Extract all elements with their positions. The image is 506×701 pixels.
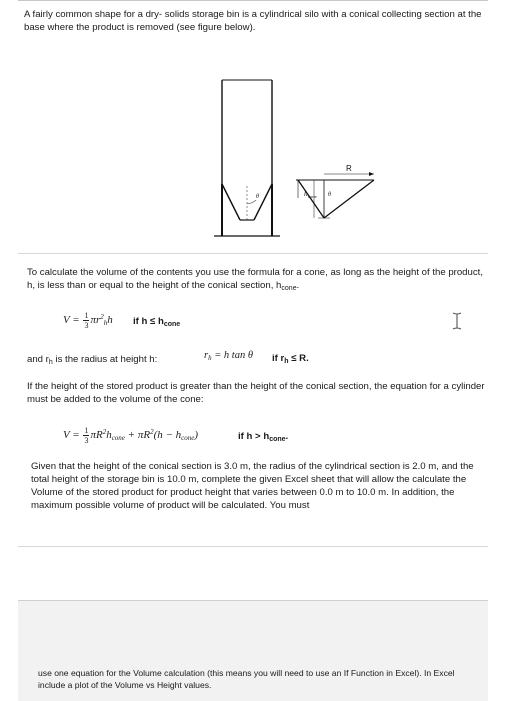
radius-sub: h — [48, 359, 53, 366]
eq3-condition: if $h > h_{cone}$. — [238, 431, 289, 443]
radius-tail: is the radius at height h: — [52, 354, 158, 365]
divider-2 — [18, 546, 488, 547]
eq1-num: 1 — [84, 311, 89, 320]
cone-paragraph: To calculate the volume of the contents you use the formula for a cone, as long as the height of the product, h, is less than or equal to the height of the conical section, $h_{cone}$. — [27, 267, 483, 292]
eq1-den: 3 — [84, 321, 89, 330]
radius-text: and r — [27, 354, 49, 365]
label-theta-left: θ — [256, 194, 259, 200]
divider-1 — [18, 253, 488, 254]
label-cone: cone — [308, 194, 317, 199]
eq3-fraction — [83, 426, 89, 445]
eq3-part2: + πR — [124, 429, 151, 442]
eq3-part1-tail: h — [106, 429, 112, 442]
eq1-fraction — [83, 311, 89, 330]
intro-paragraph: A fairly common shape for a dry- solids storage bin is a cylindrical silo with a conical collecting section at the base where the product is removed (see figure below). — [24, 9, 482, 33]
eq3-cond-text: if h > h — [238, 431, 270, 442]
eq3-lhs: V = — [63, 429, 80, 442]
eq2-cond-tail: ≤ R. — [288, 353, 309, 364]
radius-paragraph — [27, 353, 157, 369]
eq2-cond-text: if r — [272, 353, 285, 364]
eq3-num: 1 — [84, 426, 89, 435]
text-cursor-icon — [450, 312, 464, 330]
bottom-paragraph: use one equation for the Volume calculation (this means you will need to use an If Function in Excel). In Excel include a plot of the Volume vs Height values. — [38, 668, 455, 690]
cone-paragraph-sub: cone — [281, 285, 297, 292]
eq1-sub: h — [103, 319, 108, 328]
equation-cylinder — [63, 426, 198, 445]
cylinder-paragraph: If the height of the stored product is greater than the height of the conical section, the equation for a cylinder must be added to the volume of the cone: — [27, 381, 485, 405]
eq1-cond-text: if h ≤ h — [133, 316, 164, 327]
eq3-part1: πR — [90, 429, 103, 442]
eq3-part2-sup: 2 — [150, 428, 154, 437]
silo-figure — [200, 78, 400, 238]
eq3-den: 3 — [84, 436, 89, 445]
given-paragraph: Given that the height of the conical section is 3.0 m, the radius of the cylindrical section is 2.0 m, and the total height of the storage bin is 10.0 m, complete the given Excel sheet that will allow the calculate the Volume of the stored product for product height that varies between 0.0 m to 10.0 m. In addition, the maximum possible volume of product will be calculated. You must — [31, 461, 474, 511]
label-R: R — [346, 164, 352, 173]
label-h: h — [304, 190, 308, 198]
top-border — [18, 0, 488, 1]
eq1-tail: h — [107, 314, 113, 327]
eq1-lhs: V = — [63, 314, 80, 327]
eq3-part1-sub: cone — [111, 434, 125, 443]
eq2-condition — [272, 353, 309, 365]
cone-paragraph-text: To calculate the volume of the contents you use the formula for a cone, as long as the height of the product, h, is less than or equal to the height of the conical section, h — [27, 267, 483, 291]
eq1-rhs: πr — [90, 314, 101, 327]
eq3-cond-sub: cone — [269, 436, 286, 443]
eq2-cond-sub: h — [284, 358, 289, 365]
eq3-part2-end: ) — [194, 429, 199, 442]
eq1-cond-sub: cone — [163, 321, 181, 328]
label-theta-right: θ — [328, 192, 331, 198]
eq3-part2-tail: (h − h — [153, 429, 182, 442]
eq1-sup: 2 — [100, 313, 104, 322]
eq3-part1-sup: 2 — [102, 428, 107, 437]
equation-cone — [63, 311, 113, 330]
eq2-expr-sub: h — [208, 354, 212, 362]
eq2-expr: r — [204, 350, 209, 361]
equation-radius — [204, 350, 253, 362]
eq1-condition — [133, 316, 180, 328]
eq3-part2-sub: cone — [181, 434, 195, 443]
eq2-expr-tail: = h tan θ — [211, 350, 254, 361]
